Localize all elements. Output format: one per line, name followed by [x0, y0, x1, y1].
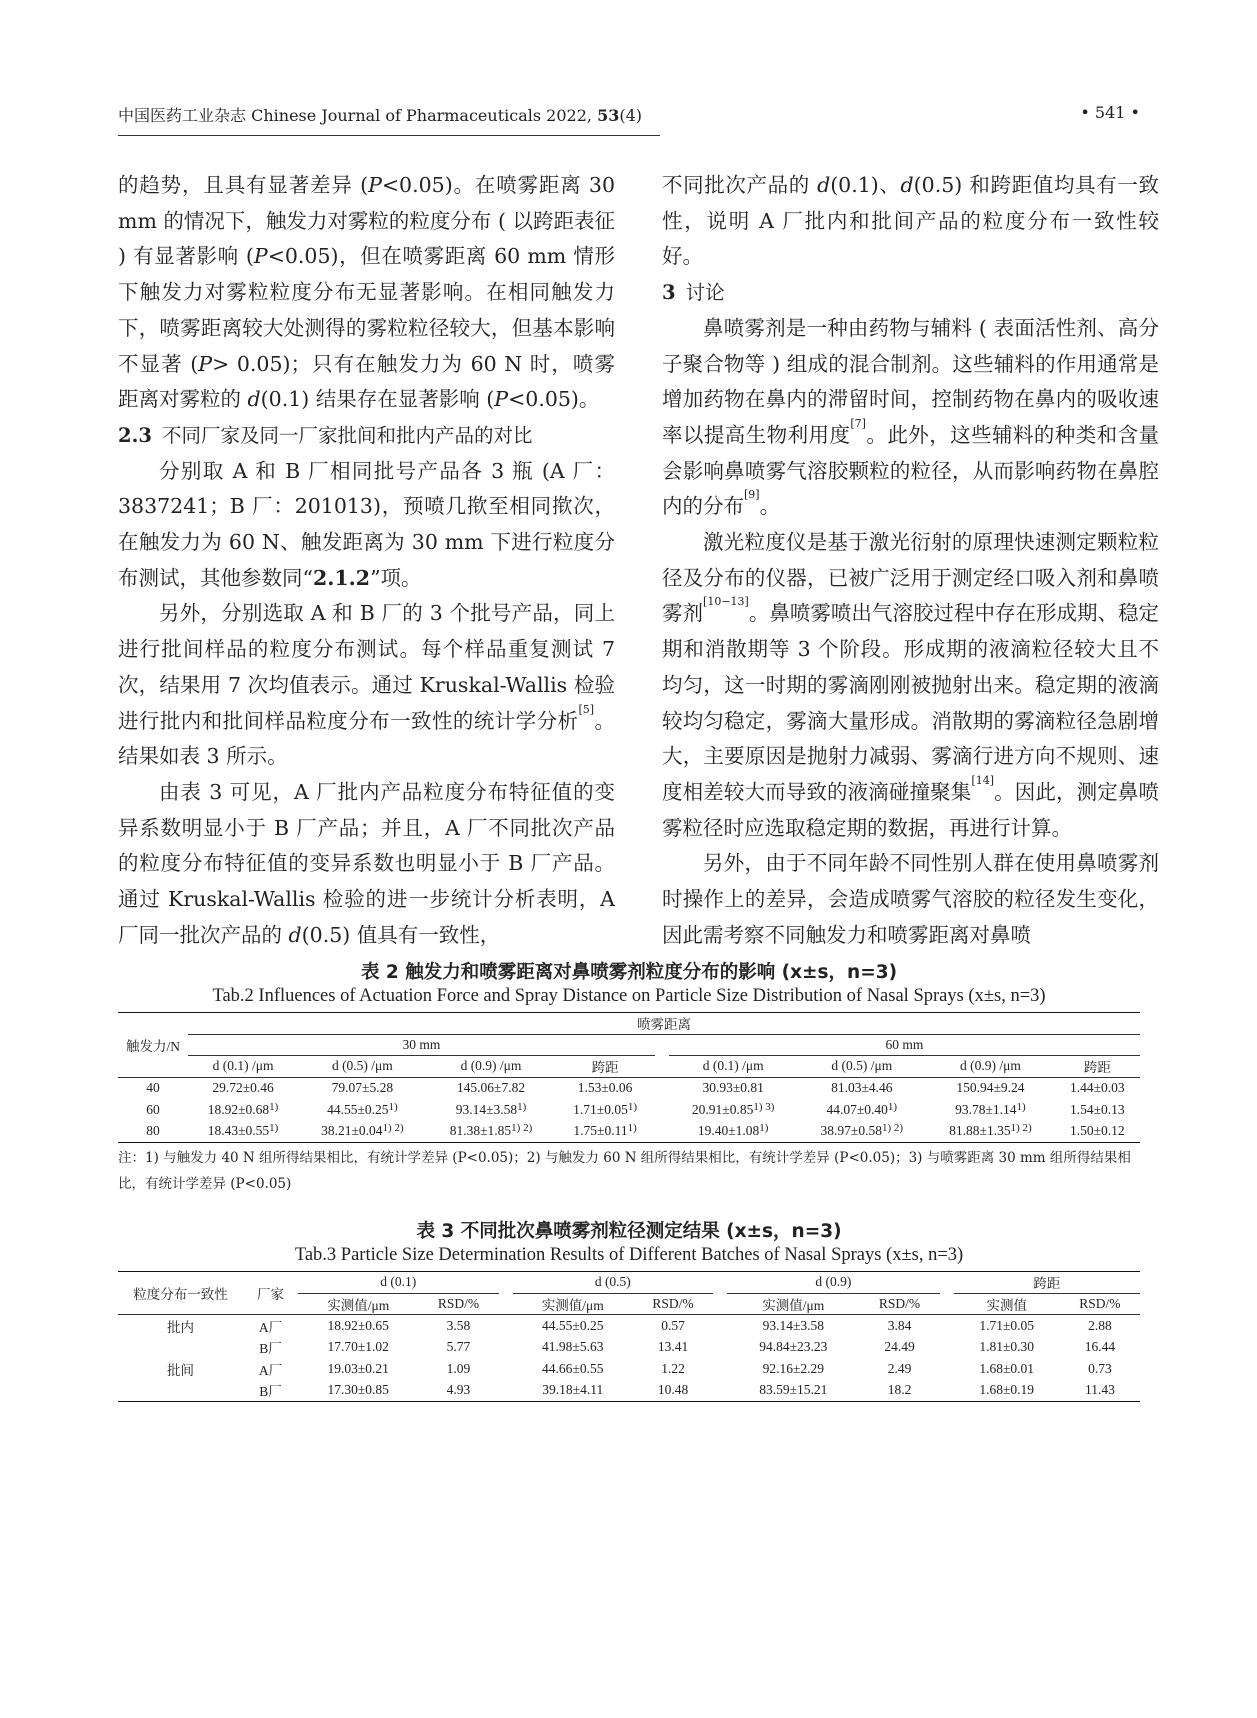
journal-volume: 53 [597, 106, 620, 125]
column-header: 厂家 [257, 1287, 284, 1303]
paragraph: 的趋势，且具有显著差异 (P<0.05)。在喷雾距离 30 mm 的情况下，触发力对雾粒的粒度分布 ( 以跨距表征 ) 有显著影响 (P<0.05)，但在喷雾距离 60 mm 情形下触发力对雾粒粒度分布无显著影响。在相同触发力下，喷雾距离较大处测得的雾粒粒径较大，但基本影响不显著 (P> 0.05)；只有在触发力为 60 N 时，喷雾距离对雾粒的 d(0.1) 结果存在显著影响 (P<0.05)。 [118, 173, 616, 412]
table-cell: 150.94±9.24 [956, 1080, 1025, 1096]
consistency-cell: 批间 [167, 1362, 194, 1378]
table-cell: 1.50±0.12 [1070, 1123, 1125, 1139]
column-header: d (0.9) /μm [959, 1058, 1021, 1074]
table-cell: 93.14±3.58 [762, 1317, 824, 1333]
table-row [118, 1379, 1140, 1401]
table-header-row [118, 1013, 1140, 1035]
table-cell: 19.03±0.21 [327, 1360, 389, 1376]
factory-cell: A厂 [258, 1319, 283, 1335]
column-header: 实测值 [986, 1297, 1027, 1313]
table2-caption-cn: 表 2 触发力和喷雾距离对鼻喷雾剂粒度分布的影响 (x±s，n=3) [360, 962, 898, 983]
table-cell: $18.92\pm 0.68^{1)}$ [207, 1100, 279, 1117]
table-cell: 44.55±0.25 [542, 1317, 604, 1333]
force-cell: 40 [146, 1080, 160, 1096]
table-cell: 1.68±0.01 [979, 1360, 1035, 1376]
paragraph: 不同批次产品的 d(0.1)、d(0.5) 和跨距值均具有一致性，说明 A 厂批内和批间产品的粒度分布一致性较好。 [662, 173, 1159, 269]
left-column [118, 168, 615, 953]
table-cell: $19.40\pm 1.08^{1)}$ [697, 1122, 769, 1139]
section-heading-3: 3 讨论 [662, 281, 725, 305]
force-cell: 80 [146, 1123, 160, 1139]
table-cell: $81.38\pm 1.85^{1) 2)}$ [449, 1122, 533, 1139]
table-cell: $38.21\pm 0.04^{1) 2)}$ [321, 1122, 404, 1139]
page-number: • 541 • [1080, 103, 1140, 122]
table-cell: 145.06±7.82 [456, 1080, 526, 1096]
column-header: RSD/% [652, 1295, 694, 1311]
table-cell: 94.84±23.23 [759, 1339, 828, 1355]
column-header: 实测值/μm [541, 1297, 604, 1313]
table-cell: $1.75\pm 0.11^{1)}$ [573, 1122, 637, 1139]
table-cell: 2.49 [887, 1360, 912, 1376]
table-cell: 1.71±0.05 [979, 1317, 1035, 1333]
table2-caption [118, 958, 1140, 1012]
table-cell: 0.57 [661, 1317, 685, 1333]
table-row [118, 1358, 1140, 1380]
column-header: d (0.1) /μm [702, 1058, 764, 1074]
paragraph: 激光粒度仪是基于激光衍射的原理快速测定颗粒粒径及分布的仪器，已被广泛用于测定经口吸入剂和鼻喷雾剂[10−13]。鼻喷雾喷出气溶胶过程中存在形成期、稳定期和消散期等 3 个阶段。形成期的液滴粒径较大且不均匀，这一时期的雾滴刚刚被抛射出来。稳定期的液滴较均匀稳定，雾滴大量形成。消散期的雾滴粒径急剧增大，主要原因是抛射力减弱、雾滴行进方向不规则、速度相差较大而导致的液滴碰撞聚集[14]。因此，测定鼻喷雾粒径时应选取稳定期的数据，再进行计算。 [662, 530, 1160, 840]
table-row [118, 1336, 1140, 1358]
significance-mark: 1) [269, 1122, 279, 1135]
factory-cell: A厂 [258, 1362, 283, 1378]
significance-mark: 1) [1016, 1100, 1026, 1113]
table-cell: 92.16±2.29 [762, 1360, 824, 1376]
table-cell: $44.55\pm 0.25^{1)}$ [327, 1100, 398, 1117]
table-cell: 17.70±1.02 [327, 1339, 389, 1355]
table-cell: 1.44±0.03 [1070, 1080, 1125, 1096]
group-header: d (0.5) [513, 1272, 714, 1294]
significance-mark: 1) [627, 1122, 637, 1135]
paragraph: 鼻喷雾剂是一种由药物与辅料 ( 表面活性剂、高分子聚合物等 ) 组成的混合制剂。这些辅料的作用通常是增加药物在鼻内的滞留时间，控制药物在鼻内的吸收速率以提高生物利用度[7]。此外，这些辅料的种类和含量会影响鼻喷雾气溶胶颗粒的粒径，从而影响药物在鼻腔内的分布[9]。 [662, 315, 1160, 519]
table-cell: 0.73 [1088, 1360, 1112, 1376]
table-cell: $81.88\pm 1.35^{1) 2)}$ [949, 1122, 1032, 1139]
table2 [118, 1012, 1140, 1143]
table-cell: 4.93 [446, 1382, 471, 1398]
group-header: d (0.9) [727, 1272, 940, 1294]
significance-mark: 1) 2) [1010, 1122, 1032, 1135]
factory-cell: B厂 [259, 1384, 282, 1400]
column-header: RSD/% [1079, 1295, 1121, 1311]
table-cell: 1.53±0.06 [577, 1080, 633, 1096]
column-header: RSD/% [437, 1295, 480, 1311]
table-cell: 16.44 [1084, 1339, 1116, 1355]
column-header: 跨距 [1083, 1060, 1111, 1076]
table-cell: 10.48 [657, 1382, 689, 1398]
table-row [118, 1099, 1140, 1121]
table-row [118, 1315, 1140, 1337]
table3-caption-cn: 表 3 不同批次鼻喷雾剂粒径测定结果 (x±s，n=3) [416, 1221, 842, 1242]
significance-mark: 1) 3) [753, 1100, 775, 1113]
distance-header: 30 mm [188, 1034, 655, 1056]
column-header: RSD/% [878, 1295, 921, 1311]
significance-mark: 1) [269, 1100, 279, 1113]
column-header: d (0.5) /μm [831, 1058, 893, 1074]
table-cell: 1.81±0.30 [979, 1339, 1035, 1355]
column-header: d (0.9) /μm [460, 1058, 522, 1074]
table-cell: $44.07\pm 0.40^{1)}$ [826, 1100, 898, 1117]
citation: [5] [578, 702, 595, 716]
table-cell: 18.2 [887, 1382, 912, 1398]
column-header: 实测值/μm [762, 1297, 825, 1313]
significance-mark: 1) [887, 1100, 898, 1113]
paragraph: 分别取 A 和 B 厂相同批号产品各 3 瓶 (A 厂：3837241；B 厂：201013)，预喷几揿至相同揿次，在触发力为 60 N、触发距离为 30 mm 下进行粒度分布测试，其他参数同“2.1.2”项。 [118, 458, 615, 590]
header-rule [118, 135, 660, 136]
consistency-cell [118, 1336, 243, 1358]
table-header-row [118, 1034, 1140, 1056]
table-cell: 41.98±5.63 [542, 1339, 604, 1355]
table-cell: $18.43\pm 0.55^{1)}$ [207, 1122, 279, 1139]
table-cell: 2.88 [1088, 1317, 1112, 1333]
significance-mark: 1) [759, 1122, 769, 1135]
table-cell: 5.77 [446, 1339, 471, 1355]
running-header [118, 103, 1140, 137]
citation: [14] [971, 773, 994, 787]
table2-note: 注：1) 与触发力 40 N 组所得结果相比，有统计学差异 (P<0.05)；2) 与触发力 60 N 组所得结果相比，有统计学差异 (P<0.05)；3) 与喷雾距离 30 mm 组所得结果相比，有统计学差异 (P<0.05) [118, 1150, 1131, 1192]
paragraph: 另外，由于不同年龄不同性别人群在使用鼻喷雾剂时操作上的差异，会造成喷雾气溶胶的粒径发生变化，因此需考察不同触发力和喷雾距离对鼻喷 [662, 851, 1159, 947]
table-cell: 44.66±0.55 [542, 1360, 604, 1376]
citation: [9] [744, 488, 760, 502]
consistency-cell [118, 1379, 243, 1401]
table-cell: 24.49 [884, 1339, 915, 1355]
journal-name-cn: 中国医药工业杂志 [118, 106, 247, 125]
table3 [118, 1271, 1140, 1402]
table-row [118, 1120, 1140, 1142]
table2-caption-en: Tab.2 Influences of Actuation Force and Spray Distance on Particle Size Distribution of Nasal Sprays (x±s, n=3) [212, 986, 1046, 1006]
factory-cell: B厂 [259, 1341, 282, 1357]
table-cell: 18.92±0.65 [327, 1317, 389, 1333]
table-cell: 1.68±0.19 [979, 1382, 1035, 1398]
column-header: 粒度分布一致性 [133, 1287, 228, 1303]
table-cell: 3.84 [887, 1317, 912, 1333]
table-row [118, 1077, 1140, 1099]
significance-mark: 1) [517, 1100, 527, 1113]
table-cell: 1.54±0.13 [1070, 1101, 1125, 1117]
section-reference: 2.1.2 [312, 565, 371, 590]
table-cell: 39.18±4.11 [542, 1382, 604, 1398]
table-cell: 79.07±5.28 [331, 1080, 394, 1096]
group-header: d (0.1) [298, 1272, 499, 1294]
journal-name-en: Chinese Journal of Pharmaceuticals 2022, [251, 106, 592, 125]
table-cell: $1.71\pm 0.05^{1)}$ [573, 1100, 637, 1117]
table3-caption [118, 1217, 1140, 1271]
right-column [662, 168, 1159, 953]
table-cell: 81.03±4.46 [831, 1080, 893, 1096]
table-cell: $93.78\pm 1.14^{1)}$ [955, 1100, 1026, 1117]
citation: [10−13] [703, 595, 749, 609]
section-heading-2-3: 2.3 不同厂家及同一厂家批间和批内产品的对比 [118, 423, 533, 447]
table3-caption-en: Tab.3 Particle Size Determination Results of Different Batches of Nasal Sprays (x±s, n=3) [294, 1245, 964, 1265]
table-cell: 17.30±0.85 [327, 1382, 389, 1398]
table-cell: 29.72±0.46 [212, 1080, 274, 1096]
consistency-cell: 批内 [167, 1319, 194, 1335]
paragraph: 由表 3 可见，A 厂批内产品粒度分布特征值的变异系数明显小于 B 厂产品；并且，A 厂不同批次产品的粒度分布特征值的变异系数也明显小于 B 厂产品。通过 Kruskal-Wallis 检验的进一步统计分析表明，A 厂同一批次产品的 d(0.5) 值具有一致性， [118, 779, 615, 947]
distance-header: 60 mm [669, 1034, 1140, 1056]
column-header: 实测值/μm [327, 1297, 390, 1313]
row-header: 触发力/N [126, 1038, 180, 1054]
significance-mark: 1) 2) [382, 1122, 404, 1135]
force-cell: 60 [146, 1101, 160, 1117]
group-header: 喷雾距离 [188, 1013, 1140, 1035]
table-cell: 30.93±0.81 [702, 1080, 764, 1096]
table-cell: 3.58 [446, 1317, 471, 1333]
citation: [7] [850, 416, 866, 430]
significance-mark: 1) 2) [511, 1122, 533, 1135]
table-cell: 1.22 [661, 1360, 685, 1376]
significance-mark: 1) [627, 1100, 637, 1113]
group-header: 跨距 [954, 1272, 1140, 1294]
significance-mark: 1) 2) [881, 1122, 904, 1135]
table-cell: 83.59±15.21 [759, 1382, 828, 1398]
table-cell: $20.91\pm 0.85^{1) 3)}$ [691, 1100, 775, 1117]
column-header: d (0.5) /μm [331, 1058, 393, 1074]
paragraph: 另外，分别选取 A 和 B 厂的 3 个批号产品，同上进行批间样品的粒度分布测试。每个样品重复测试 7 次，结果用 7 次均值表示。通过 Kruskal-Wallis 检验进行批内和批间样品粒度分布一致性的统计学分析[5]。结果如表 3 所示。 [118, 601, 616, 769]
journal-citation [118, 103, 642, 126]
table-cell: $38.97\pm 0.58^{1) 2)}$ [820, 1122, 904, 1139]
column-header: 跨距 [591, 1060, 619, 1076]
table-header-row [118, 1056, 1140, 1078]
table-cell: $93.14\pm 3.58^{1)}$ [455, 1100, 527, 1117]
significance-mark: 1) [388, 1100, 398, 1113]
column-header: d (0.1) /μm [212, 1058, 274, 1074]
journal-issue: (4) [619, 106, 642, 125]
table-cell: 13.41 [657, 1339, 689, 1355]
table-header-row [118, 1272, 1140, 1294]
table-cell: 1.09 [446, 1360, 471, 1376]
table-cell: 11.43 [1084, 1382, 1115, 1398]
